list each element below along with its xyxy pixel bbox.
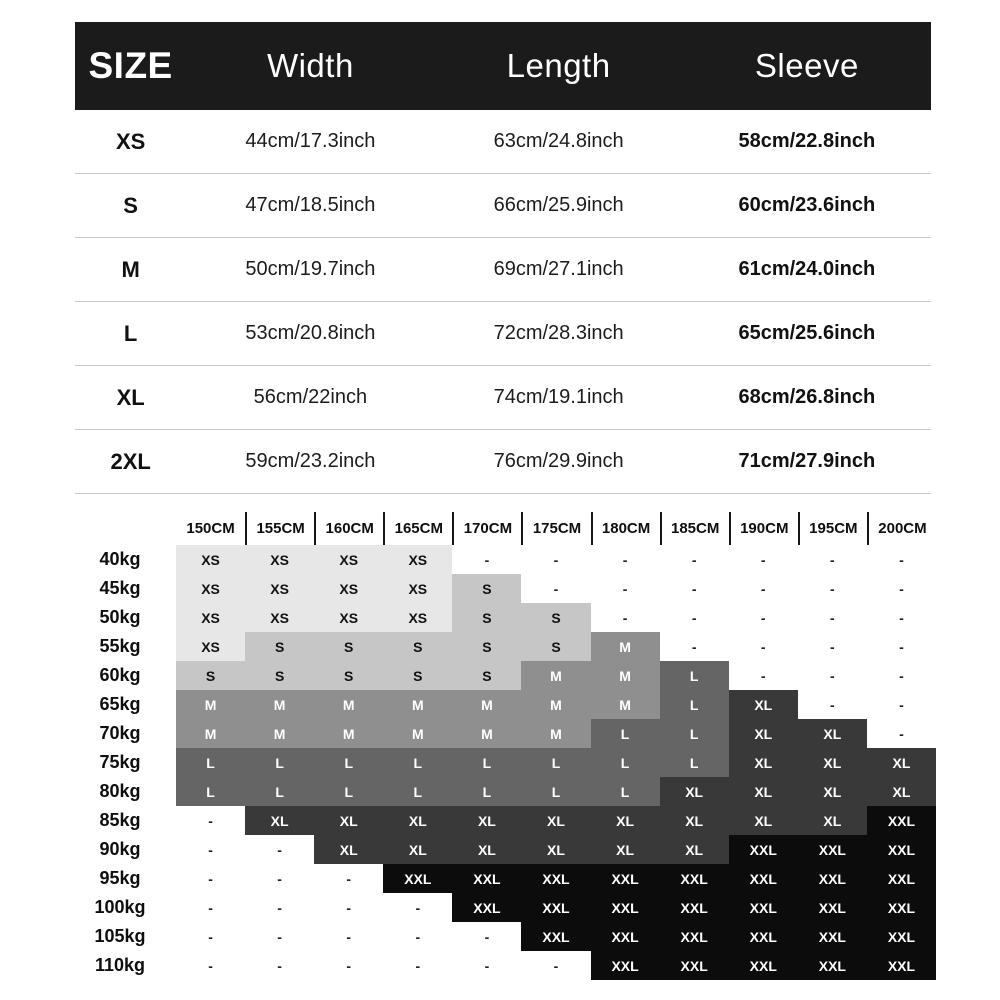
matrix-size-cell: XXL xyxy=(867,806,936,835)
matrix-size-cell: M xyxy=(314,690,383,719)
matrix-size-cell: XL xyxy=(452,806,521,835)
matrix-size-cell: L xyxy=(314,748,383,777)
matrix-size-cell: - xyxy=(521,574,590,603)
matrix-size-cell: - xyxy=(729,661,798,690)
matrix-size-cell: L xyxy=(452,777,521,806)
matrix-size-cell: XL xyxy=(660,777,729,806)
weight-label: 70kg xyxy=(64,719,176,748)
length-value: 72cm/28.3inch xyxy=(493,322,624,344)
matrix-size-cell: L xyxy=(591,777,660,806)
matrix-size-cell: - xyxy=(660,545,729,574)
matrix-size-cell: - xyxy=(591,574,660,603)
matrix-size-cell: S xyxy=(452,661,521,690)
matrix-size-cell: - xyxy=(798,632,867,661)
matrix-size-cell: XL xyxy=(452,835,521,864)
matrix-size-cell: XXL xyxy=(660,893,729,922)
matrix-size-cell: XL xyxy=(798,748,867,777)
matrix-size-cell: XS xyxy=(314,574,383,603)
weight-label: 50kg xyxy=(64,603,176,632)
matrix-size-cell: XS xyxy=(245,545,314,574)
matrix-size-cell: - xyxy=(729,603,798,632)
matrix-size-cell: L xyxy=(660,719,729,748)
weight-label: 65kg xyxy=(64,690,176,719)
size-label: S xyxy=(123,192,138,218)
height-header: 175CM xyxy=(521,512,590,545)
height-header: 185CM xyxy=(660,512,729,545)
matrix-size-cell: - xyxy=(314,951,383,980)
sleeve-value: 58cm/22.8inch xyxy=(738,130,876,152)
matrix-size-cell: XS xyxy=(245,603,314,632)
matrix-size-cell: S xyxy=(245,632,314,661)
matrix-size-cell: XXL xyxy=(867,951,936,980)
matrix-size-cell: - xyxy=(521,951,590,980)
matrix-size-cell: XS xyxy=(314,545,383,574)
header-width: Width xyxy=(266,47,354,84)
matrix-size-cell: L xyxy=(660,690,729,719)
matrix-size-cell: L xyxy=(521,748,590,777)
height-weight-fit-matrix xyxy=(64,512,936,980)
length-value: 63cm/24.8inch xyxy=(493,130,624,152)
matrix-size-cell: XL xyxy=(245,806,314,835)
matrix-size-cell: S xyxy=(176,661,245,690)
matrix-size-cell: XXL xyxy=(867,922,936,951)
matrix-size-cell: XXL xyxy=(729,864,798,893)
matrix-size-cell: - xyxy=(798,661,867,690)
matrix-size-cell: - xyxy=(245,835,314,864)
matrix-size-cell: L xyxy=(591,719,660,748)
matrix-size-cell: L xyxy=(245,748,314,777)
matrix-size-cell: XL xyxy=(314,806,383,835)
matrix-size-cell: M xyxy=(591,632,660,661)
height-header: 150CM xyxy=(176,512,245,545)
matrix-size-cell: XL xyxy=(798,806,867,835)
matrix-size-cell: - xyxy=(867,632,936,661)
size-label: XL xyxy=(116,384,145,410)
matrix-size-cell: XS xyxy=(383,603,452,632)
matrix-size-cell: - xyxy=(729,545,798,574)
matrix-size-cell: S xyxy=(314,661,383,690)
matrix-size-cell: XXL xyxy=(521,864,590,893)
weight-label: 75kg xyxy=(64,748,176,777)
weight-label: 110kg xyxy=(64,951,176,980)
matrix-size-cell: XL xyxy=(798,777,867,806)
matrix-size-cell: - xyxy=(729,632,798,661)
size-table-row xyxy=(75,302,931,366)
matrix-size-cell: - xyxy=(867,719,936,748)
weight-label: 90kg xyxy=(64,835,176,864)
height-header: 160CM xyxy=(314,512,383,545)
matrix-size-cell: XL xyxy=(591,835,660,864)
matrix-size-cell: - xyxy=(660,574,729,603)
matrix-size-cell: M xyxy=(176,719,245,748)
matrix-size-cell: L xyxy=(591,748,660,777)
width-value: 56cm/22inch xyxy=(253,386,368,408)
matrix-size-cell: - xyxy=(660,603,729,632)
size-table-header-row xyxy=(75,22,931,110)
matrix-size-cell: M xyxy=(245,719,314,748)
matrix-size-cell: XS xyxy=(314,603,383,632)
fit-matrix-grid xyxy=(64,512,936,980)
header-size: SIZE xyxy=(88,45,173,86)
matrix-size-cell: L xyxy=(314,777,383,806)
matrix-size-cell: XL xyxy=(729,806,798,835)
matrix-size-cell: M xyxy=(245,690,314,719)
matrix-size-cell: XS xyxy=(383,545,452,574)
matrix-size-cell: M xyxy=(314,719,383,748)
header-length: Length xyxy=(506,47,611,84)
matrix-size-cell: XXL xyxy=(867,835,936,864)
matrix-size-cell: XXL xyxy=(660,951,729,980)
sleeve-value: 61cm/24.0inch xyxy=(738,258,876,280)
size-label: XS xyxy=(115,128,146,154)
weight-label: 80kg xyxy=(64,777,176,806)
matrix-size-cell: XS xyxy=(383,574,452,603)
matrix-size-cell: XXL xyxy=(591,951,660,980)
matrix-size-cell: - xyxy=(176,835,245,864)
matrix-size-cell: S xyxy=(452,603,521,632)
weight-label: 45kg xyxy=(64,574,176,603)
size-label: 2XL xyxy=(110,448,151,474)
matrix-size-cell: - xyxy=(452,922,521,951)
matrix-size-cell: M xyxy=(383,719,452,748)
matrix-size-cell: - xyxy=(867,574,936,603)
matrix-size-cell: - xyxy=(867,603,936,632)
sleeve-value: 65cm/25.6inch xyxy=(738,322,876,344)
matrix-size-cell: XXL xyxy=(452,864,521,893)
matrix-size-cell: XXL xyxy=(521,893,590,922)
matrix-size-cell: - xyxy=(245,922,314,951)
matrix-size-cell: XXL xyxy=(452,893,521,922)
matrix-size-cell: XXL xyxy=(591,893,660,922)
width-value: 50cm/19.7inch xyxy=(245,258,376,280)
height-header: 200CM xyxy=(867,512,936,545)
matrix-size-cell: M xyxy=(383,690,452,719)
matrix-size-cell: - xyxy=(176,864,245,893)
matrix-size-cell: M xyxy=(521,661,590,690)
matrix-size-cell: XXL xyxy=(798,951,867,980)
matrix-size-cell: XL xyxy=(383,806,452,835)
weight-label: 95kg xyxy=(64,864,176,893)
height-header: 180CM xyxy=(591,512,660,545)
matrix-size-cell: - xyxy=(798,603,867,632)
matrix-size-cell: L xyxy=(383,748,452,777)
matrix-size-cell: XS xyxy=(176,545,245,574)
matrix-size-cell: L xyxy=(245,777,314,806)
matrix-size-cell: XXL xyxy=(798,835,867,864)
width-value: 47cm/18.5inch xyxy=(245,194,376,216)
size-table-row xyxy=(75,238,931,302)
width-value: 44cm/17.3inch xyxy=(245,130,376,152)
sleeve-value: 71cm/27.9inch xyxy=(738,450,876,472)
width-value: 53cm/20.8inch xyxy=(245,322,376,344)
matrix-size-cell: XL xyxy=(798,719,867,748)
weight-label: 55kg xyxy=(64,632,176,661)
matrix-size-cell: XL xyxy=(521,806,590,835)
matrix-size-cell: XXL xyxy=(660,922,729,951)
weight-label: 40kg xyxy=(64,545,176,574)
matrix-size-cell: L xyxy=(660,661,729,690)
sleeve-value: 68cm/26.8inch xyxy=(738,386,876,408)
size-label: L xyxy=(123,320,138,346)
matrix-size-cell: - xyxy=(245,951,314,980)
length-value: 66cm/25.9inch xyxy=(493,194,624,216)
matrix-size-cell: XXL xyxy=(591,864,660,893)
matrix-size-cell: - xyxy=(176,893,245,922)
matrix-size-cell: - xyxy=(729,574,798,603)
height-header: 155CM xyxy=(245,512,314,545)
size-table-row xyxy=(75,430,931,494)
matrix-size-cell: - xyxy=(452,545,521,574)
matrix-size-cell: S xyxy=(452,574,521,603)
matrix-size-cell: - xyxy=(452,951,521,980)
matrix-size-cell: XXL xyxy=(591,922,660,951)
matrix-size-cell: XS xyxy=(245,574,314,603)
matrix-size-cell: XL xyxy=(729,777,798,806)
matrix-size-cell: M xyxy=(521,719,590,748)
size-table-row xyxy=(75,174,931,238)
size-label: M xyxy=(121,256,140,282)
matrix-size-cell: - xyxy=(314,922,383,951)
matrix-size-cell: XXL xyxy=(660,864,729,893)
weight-label: 105kg xyxy=(64,922,176,951)
matrix-corner-cell xyxy=(64,512,176,545)
matrix-size-cell: S xyxy=(245,661,314,690)
matrix-size-cell: M xyxy=(452,719,521,748)
sleeve-value: 60cm/23.6inch xyxy=(738,194,876,216)
matrix-size-cell: L xyxy=(176,748,245,777)
length-value: 76cm/29.9inch xyxy=(493,450,624,472)
matrix-size-cell: XXL xyxy=(867,864,936,893)
matrix-size-cell: XXL xyxy=(729,922,798,951)
matrix-size-cell: L xyxy=(452,748,521,777)
matrix-size-cell: XL xyxy=(660,835,729,864)
height-header: 170CM xyxy=(452,512,521,545)
matrix-size-cell: - xyxy=(867,690,936,719)
matrix-size-cell: - xyxy=(867,661,936,690)
matrix-size-cell: - xyxy=(176,922,245,951)
matrix-size-cell: XL xyxy=(729,719,798,748)
matrix-size-cell: XXL xyxy=(383,864,452,893)
matrix-size-cell: - xyxy=(798,690,867,719)
matrix-size-cell: XXL xyxy=(867,893,936,922)
matrix-size-cell: M xyxy=(452,690,521,719)
matrix-size-cell: XL xyxy=(729,690,798,719)
matrix-size-cell: - xyxy=(867,545,936,574)
matrix-size-cell: - xyxy=(176,806,245,835)
matrix-size-cell: XXL xyxy=(729,835,798,864)
height-header: 165CM xyxy=(383,512,452,545)
matrix-size-cell: - xyxy=(383,922,452,951)
matrix-size-cell: S xyxy=(521,603,590,632)
matrix-size-cell: XXL xyxy=(798,893,867,922)
matrix-size-cell: - xyxy=(798,545,867,574)
height-header: 195CM xyxy=(798,512,867,545)
length-value: 74cm/19.1inch xyxy=(493,386,624,408)
matrix-size-cell: - xyxy=(798,574,867,603)
matrix-size-cell: XXL xyxy=(729,951,798,980)
matrix-size-cell: XL xyxy=(867,748,936,777)
matrix-size-cell: S xyxy=(314,632,383,661)
matrix-size-cell: S xyxy=(452,632,521,661)
matrix-size-cell: XL xyxy=(867,777,936,806)
height-header: 190CM xyxy=(729,512,798,545)
matrix-size-cell: - xyxy=(521,545,590,574)
matrix-size-cell: XL xyxy=(660,806,729,835)
matrix-size-cell: XS xyxy=(176,574,245,603)
matrix-size-cell: L xyxy=(660,748,729,777)
matrix-size-cell: - xyxy=(660,632,729,661)
matrix-size-cell: XL xyxy=(729,748,798,777)
matrix-size-cell: S xyxy=(383,632,452,661)
matrix-size-cell: XL xyxy=(591,806,660,835)
matrix-size-cell: XXL xyxy=(729,893,798,922)
matrix-size-cell: - xyxy=(314,893,383,922)
weight-label: 60kg xyxy=(64,661,176,690)
matrix-size-cell: XL xyxy=(383,835,452,864)
matrix-size-cell: L xyxy=(383,777,452,806)
matrix-size-cell: - xyxy=(383,893,452,922)
matrix-size-cell: XXL xyxy=(798,922,867,951)
matrix-size-cell: - xyxy=(591,545,660,574)
matrix-size-cell: M xyxy=(176,690,245,719)
matrix-size-cell: S xyxy=(521,632,590,661)
header-sleeve: Sleeve xyxy=(754,47,859,84)
length-value: 69cm/27.1inch xyxy=(493,258,624,280)
matrix-size-cell: M xyxy=(591,690,660,719)
matrix-size-cell: XL xyxy=(521,835,590,864)
matrix-size-cell: - xyxy=(176,951,245,980)
weight-label: 85kg xyxy=(64,806,176,835)
matrix-size-cell: XL xyxy=(314,835,383,864)
matrix-size-cell: M xyxy=(591,661,660,690)
weight-label: 100kg xyxy=(64,893,176,922)
matrix-size-cell: XXL xyxy=(521,922,590,951)
matrix-size-cell: - xyxy=(314,864,383,893)
matrix-size-cell: S xyxy=(383,661,452,690)
matrix-size-cell: XXL xyxy=(798,864,867,893)
matrix-size-cell: L xyxy=(176,777,245,806)
matrix-size-cell: M xyxy=(521,690,590,719)
garment-size-table xyxy=(75,22,931,494)
matrix-size-cell: - xyxy=(383,951,452,980)
matrix-size-cell: XS xyxy=(176,603,245,632)
matrix-size-cell: - xyxy=(245,864,314,893)
size-table-body xyxy=(75,110,931,494)
size-table-row xyxy=(75,110,931,174)
matrix-size-cell: - xyxy=(591,603,660,632)
matrix-size-cell: L xyxy=(521,777,590,806)
matrix-size-cell: - xyxy=(245,893,314,922)
matrix-size-cell: XS xyxy=(176,632,245,661)
size-table-row xyxy=(75,366,931,430)
width-value: 59cm/23.2inch xyxy=(245,450,376,472)
